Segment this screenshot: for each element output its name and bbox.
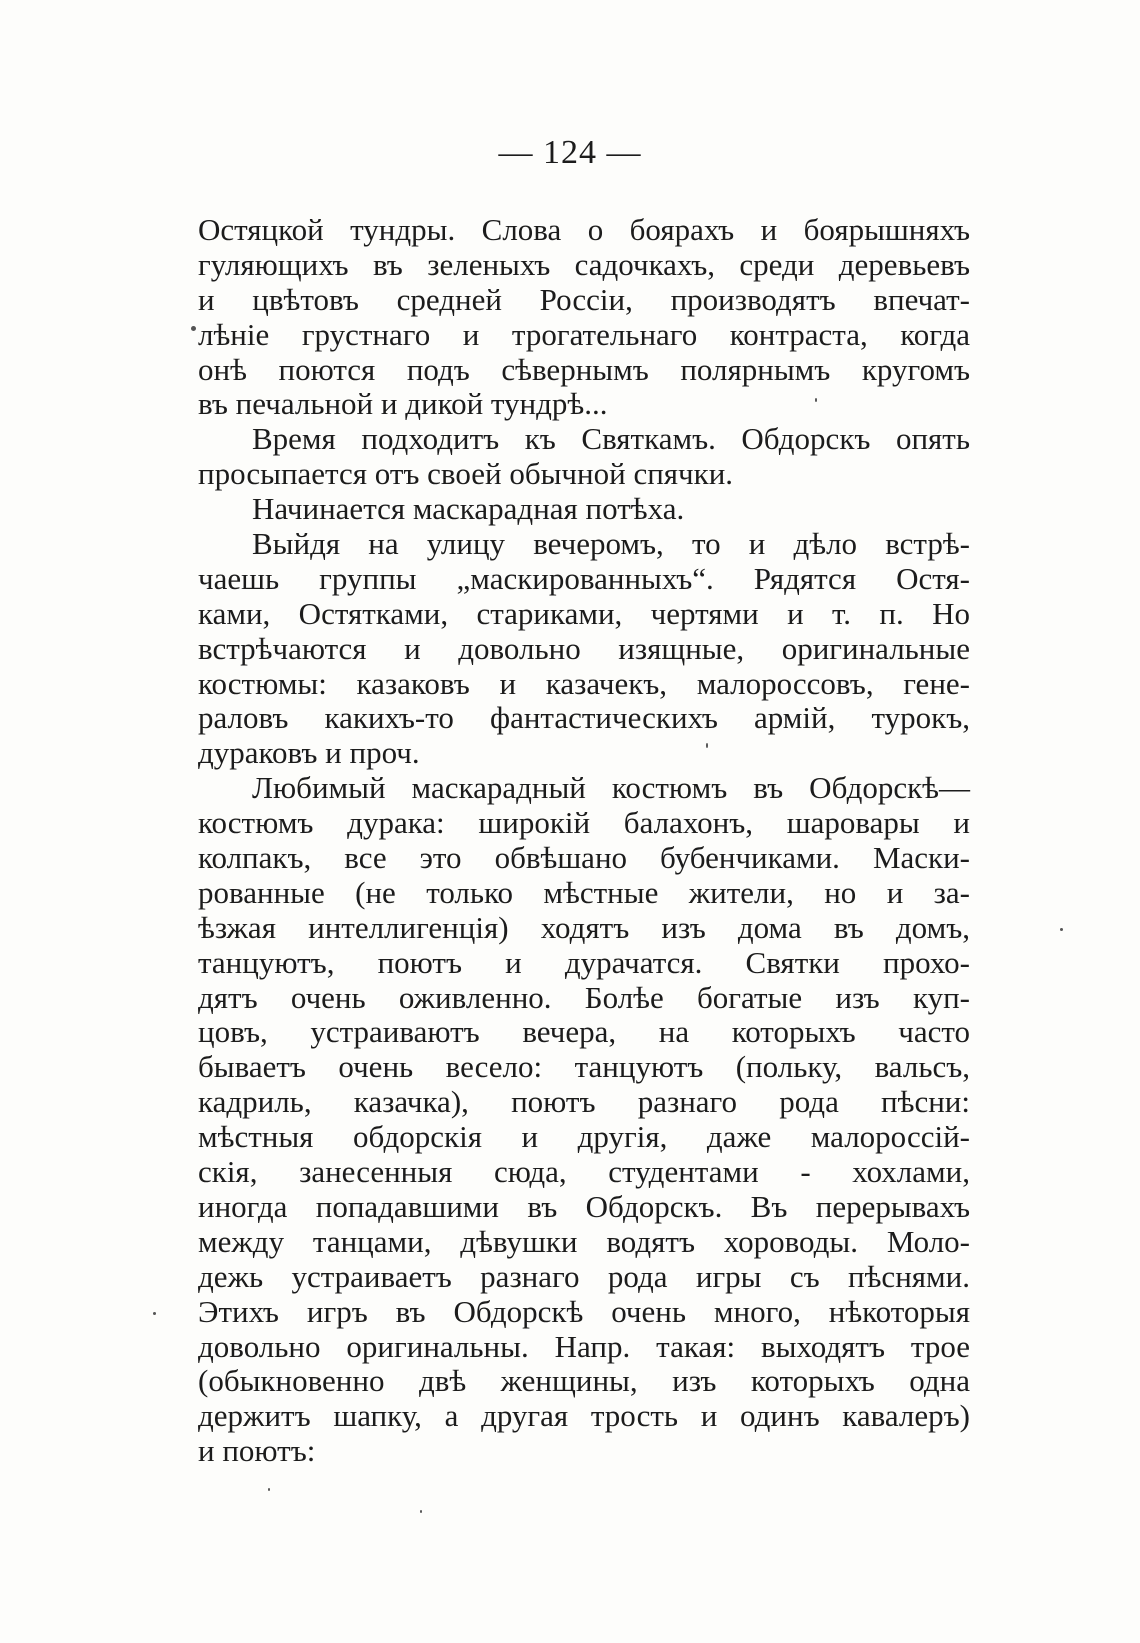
text-line: колпакъ, все это обвѣшано бубенчиками. Маски- — [198, 840, 970, 876]
text-line: скія, занесенныя сюда, студентами - хохлами, — [198, 1154, 970, 1190]
text-line: между танцами, дѣвушки водятъ хороводы. Моло- — [198, 1223, 970, 1259]
scan-speck — [815, 398, 817, 402]
text-line: и цвѣтовъ средней Россіи, производятъ впечат- — [198, 281, 970, 317]
text-line: и поютъ: — [198, 1433, 316, 1469]
scan-speck — [706, 743, 708, 748]
text-line: бываетъ очень весело: танцуютъ (польку, вальсъ, — [198, 1049, 970, 1085]
text-line: гуляющихъ въ зеленыхъ садочкахъ, среди деревьевъ — [198, 246, 970, 282]
text-line: встрѣчаются и довольно изящные, оригинальные — [198, 630, 970, 666]
text-line: танцуютъ, поютъ и дурачатся. Святки прохо- — [198, 944, 970, 980]
text-line: (обыкновенно двѣ женщины, изъ которыхъ одна — [198, 1363, 970, 1399]
paragraph-start-line: Выйдя на улицу вечеромъ, то и дѣло встрѣ- — [252, 526, 970, 562]
text-line: чаешь группы „маскированныхъ“. Рядятся Остя- — [198, 560, 970, 596]
paragraph-start-line: Время подходитъ къ Святкамъ. Обдорскъ опять — [252, 421, 970, 457]
text-line: костюмъ дурака: широкій балахонъ, шаровары и — [198, 805, 970, 841]
text-line: иногда попадавшими въ Обдорскъ. Въ перерывахъ — [198, 1188, 970, 1224]
text-line: держитъ шапку, а другая трость и одинъ кавалеръ) — [198, 1398, 970, 1434]
body-text — [198, 213, 970, 1469]
paragraph-start-line: Любимый маскарадный костюмъ въ Обдорскѣ— — [252, 770, 970, 806]
text-line: мѣстныя обдорскія и другія, даже малороссій- — [198, 1119, 970, 1155]
text-line: рованные (не только мѣстные жители, но и за- — [198, 874, 970, 910]
text-line: лѣніе грустнаго и трогательнаго контраста, когда — [198, 316, 970, 352]
text-line: кадриль, казачка), поютъ разнаго рода пѣсни: — [198, 1084, 970, 1120]
text-line: дураковъ и проч. — [198, 735, 420, 771]
text-line: Этихъ игръ въ Обдорскѣ очень много, нѣкоторыя — [198, 1293, 970, 1329]
scan-speck — [153, 1312, 156, 1315]
scan-speck — [420, 1510, 422, 1513]
text-line: цовъ, устраиваютъ вечера, на которыхъ часто — [198, 1014, 970, 1050]
text-line: въ печальной и дикой тундрѣ... — [198, 386, 608, 422]
text-line: раловъ какихъ-то фантастическихъ армій, турокъ, — [198, 700, 970, 736]
text-line: дежь устраиваетъ разнаго рода игры съ пѣснями. — [198, 1258, 970, 1294]
text-line: дятъ очень оживленно. Болѣе богатые изъ куп- — [198, 979, 970, 1015]
scan-speck — [268, 1488, 270, 1491]
text-line: ками, Остятками, стариками, чертями и т. п. Но — [198, 595, 970, 631]
text-line: онѣ поются подъ сѣвернымъ полярнымъ кругомъ — [198, 351, 970, 387]
text-line: Остяцкой тундры. Слова о боярахъ и боярышняхъ — [198, 212, 970, 247]
text-line: костюмы: казаковъ и казачекъ, малороссовъ, гене- — [198, 665, 970, 701]
paragraph-start-line: Начинается маскарадная потѣха. — [252, 491, 685, 527]
scan-speck — [191, 326, 196, 331]
page-number: — 124 — — [498, 134, 642, 171]
text-line: довольно оригинальны. Напр. такая: выходятъ трое — [198, 1328, 970, 1364]
text-line: ѣзжая интеллигенція) ходятъ изъ дома въ домъ, — [198, 909, 970, 945]
text-line: просыпается отъ своей обычной спячки. — [198, 456, 734, 492]
scan-speck — [1060, 928, 1063, 931]
